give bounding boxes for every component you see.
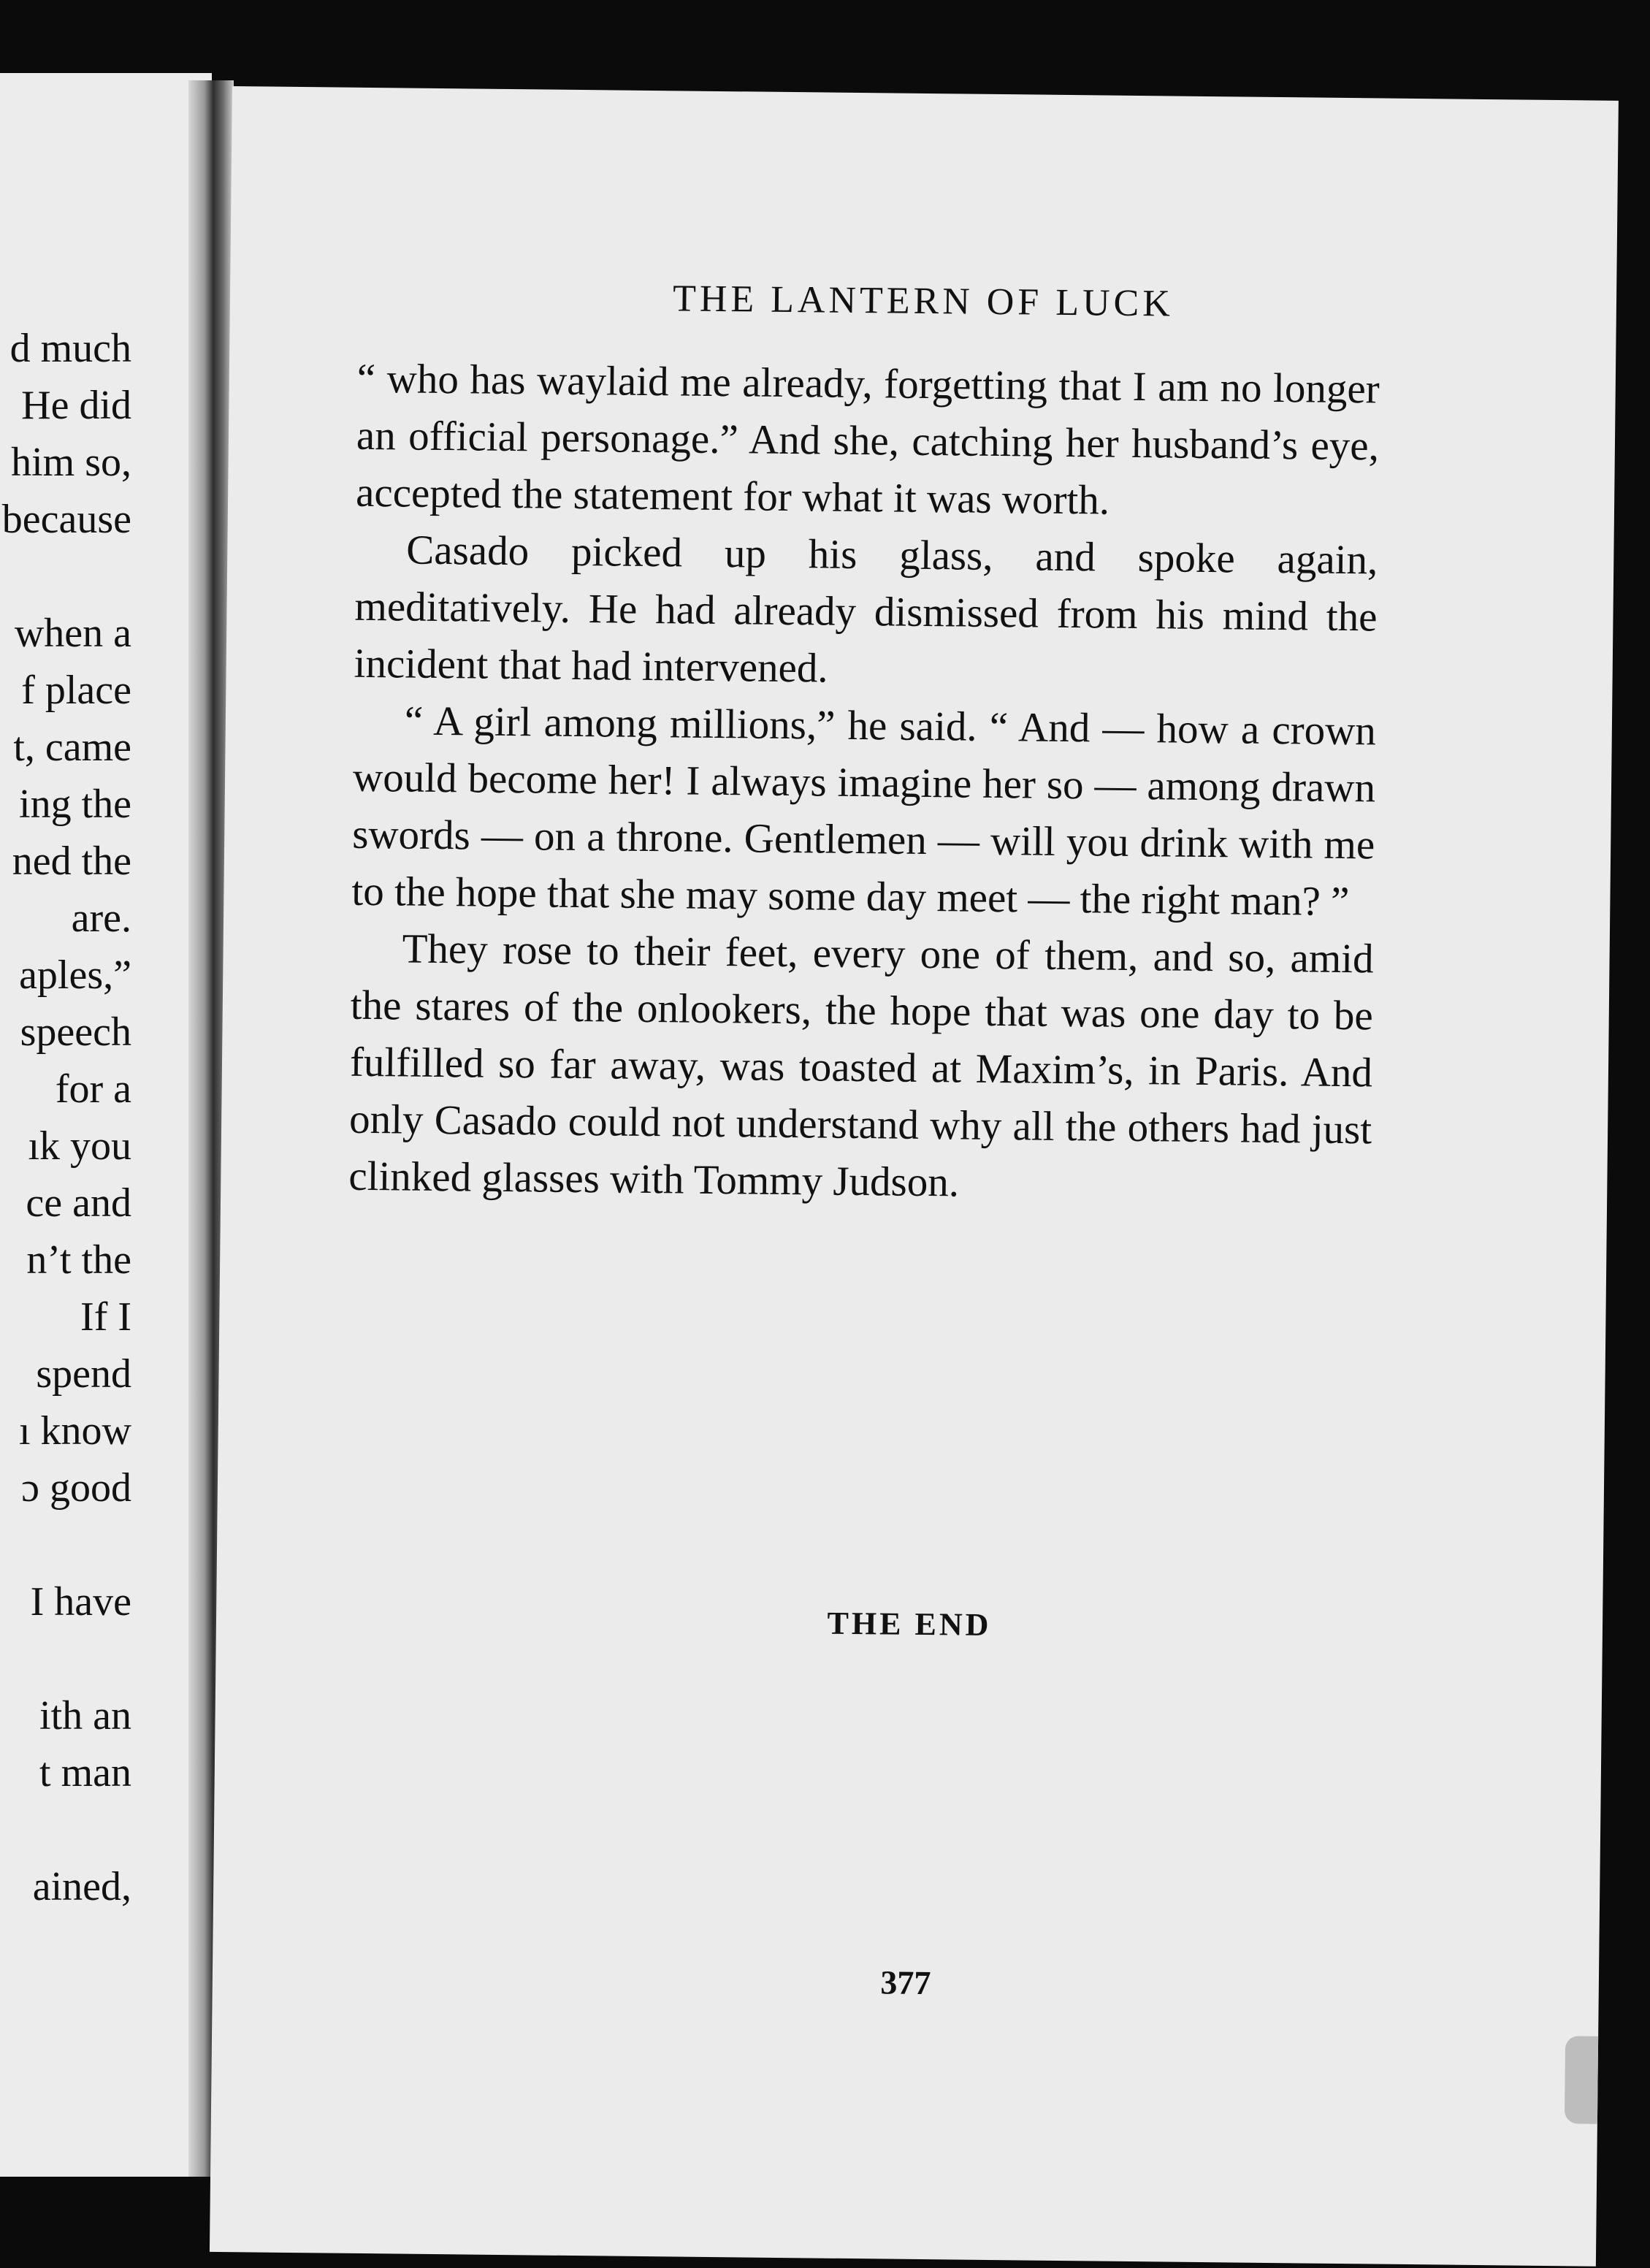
left-page-line: n’t the [26, 1237, 131, 1283]
left-page-line: f place [21, 668, 131, 713]
the-end-label: THE END [827, 1605, 992, 1643]
left-page-line: ce and [26, 1180, 131, 1226]
left-page-line: aples,” [19, 952, 131, 998]
left-page-line: speech [20, 1009, 131, 1055]
page-number: 377 [880, 1963, 931, 2002]
left-page-line: ɔ good [21, 1465, 131, 1511]
left-page-line [2, 548, 131, 605]
paragraph-4: They rose to their feet, every one of them, and so, amid the stares of the onlookers, the hope that was one day to be fulfilled so far away, was toasted at Maxim’s, in Paris. And only Casado could not understand why all the others had just clinked glasses with Tommy Judson. [348, 925, 1374, 1206]
left-page-lines [2, 320, 131, 1915]
left-page-line: t man [39, 1750, 131, 1795]
page-clip-mark [1565, 2036, 1598, 2123]
left-page-line: because [1, 497, 131, 542]
left-page-line: I have [30, 1579, 131, 1624]
left-page-line: for a [55, 1066, 131, 1112]
left-page-line: t, came [13, 725, 131, 770]
running-head: THE LANTERN OF LUCK [672, 278, 1175, 325]
left-page-line: ı know [19, 1408, 131, 1454]
left-page-line: ık you [28, 1123, 131, 1169]
left-page-line: spend [36, 1351, 131, 1397]
paragraph-2: Casado picked up his glass, and spoke again, meditatively. He had already dismissed from his mind the incident that had intervened. [354, 527, 1378, 692]
left-page-line: ned the [12, 839, 131, 884]
left-page-line: when a [14, 611, 131, 656]
left-page-line [2, 1801, 131, 1858]
left-page-line: If I [80, 1294, 131, 1340]
left-page-line: are. [71, 896, 131, 941]
paragraph-3: “ A girl among millions,” he said. “ And — how a crown would become her! I always imagine her so — among drawn swords — on a throne. Gentlemen — will you drink with me to the hope that she may some day meet — the right man? ” [351, 698, 1377, 925]
left-page-line: He did [21, 383, 131, 428]
right-page [210, 86, 1619, 2267]
left-page-line [2, 1630, 131, 1687]
body-text [348, 351, 1380, 1216]
left-page [0, 73, 212, 2177]
left-page-line: ained, [32, 1864, 131, 1909]
left-page-line: him so, [11, 440, 131, 485]
left-page-line: ith an [39, 1693, 131, 1738]
left-page-line: d much [9, 326, 131, 371]
left-page-line: ing the [19, 782, 131, 827]
paragraph-1: “ who has waylaid me already, forgetting that I am no longer an official personage.” And she, catching her husband’s eye, accepted the statement for what it was worth. [355, 355, 1380, 524]
left-page-line [2, 1516, 131, 1573]
